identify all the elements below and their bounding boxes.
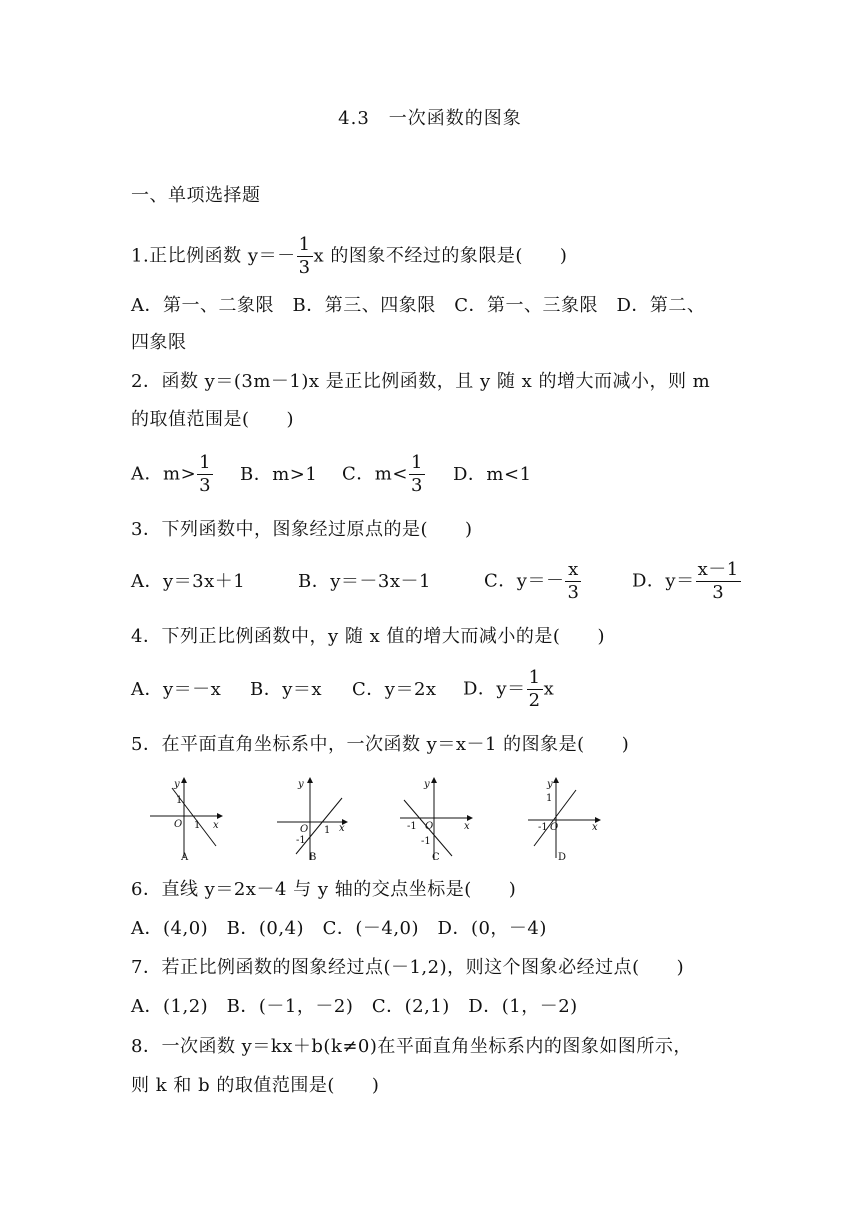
q1-fraction-den: 3 <box>298 257 311 278</box>
q3-option-d-den: 3 <box>712 582 725 603</box>
graph-c <box>400 778 472 860</box>
q2-option-c <box>342 452 426 497</box>
graph-a-letter: A <box>181 852 189 863</box>
graph-a-tick-x: 1 <box>194 820 201 831</box>
graph-a <box>150 778 222 858</box>
q3-stem: 3．下列函数中，图象经过原点的是( ) <box>131 519 473 540</box>
graph-b-origin: O <box>300 824 309 835</box>
q4-option-d-num: 1 <box>528 667 541 688</box>
q2-option-a-fraction <box>197 452 213 497</box>
graph-b-y-label: y <box>298 779 304 790</box>
graph-a-origin: O <box>174 819 183 830</box>
q3-option-c <box>484 559 582 604</box>
q6-stem: 6．直线 y＝2x－4 与 y 轴的交点坐标是( ) <box>131 879 517 900</box>
graph-b <box>277 778 347 860</box>
q2-option-a-den: 3 <box>199 475 212 496</box>
graph-d-line <box>534 790 576 846</box>
q3-option-c-label: C．y＝－ <box>484 570 565 592</box>
q4-option-d <box>463 667 554 712</box>
q7-stem: 7．若正比例函数的图象经过点(－1,2)，则这个图象必经过点( ) <box>131 957 685 978</box>
q2-option-a-num: 1 <box>199 452 212 473</box>
section-heading: 一、单项选择题 <box>131 185 261 206</box>
q5-stem: 5．在平面直角坐标系中，一次函数 y＝x－1 的图象是( ) <box>131 734 630 755</box>
q1-stem-post: x 的图象不经过的象限是( ) <box>313 245 568 267</box>
graph-b-tick-x: 1 <box>324 825 331 836</box>
q3-option-d-label: D．y＝ <box>632 570 695 592</box>
graph-d-origin: O <box>550 822 559 833</box>
graph-c-origin: O <box>425 821 434 832</box>
graph-d-tick-y: 1 <box>546 793 553 804</box>
q2-option-c-label: C．m< <box>342 463 408 485</box>
q4-option-d-tail: x <box>543 678 555 700</box>
graph-a-tick-y: 1 <box>176 795 183 806</box>
graph-b-tick-y: -1 <box>296 835 306 846</box>
graph-a-y-label: y <box>174 779 180 790</box>
graph-d-y-label: y <box>547 779 553 790</box>
q8-stem-line1: 8．一次函数 y＝kx＋b(k≠0)在平面直角坐标系内的图象如图所示， <box>131 1036 692 1057</box>
q2-option-c-den: 3 <box>410 475 423 496</box>
q3-option-c-fraction <box>565 559 581 604</box>
page-title: 4.3 一次函数的图象 <box>338 108 522 129</box>
graph-c-y-label: y <box>424 779 430 790</box>
q4-option-d-label: D．y＝ <box>463 678 526 700</box>
q2-option-d: D．m<1 <box>453 464 532 485</box>
graph-d-x-label: x <box>592 822 598 833</box>
graph-b-letter: B <box>309 852 317 863</box>
q2-option-b: B．m>1 <box>240 464 318 485</box>
graph-a-x-label: x <box>213 820 219 831</box>
q2-option-a <box>131 452 214 497</box>
q4-option-c: C．y＝2x <box>352 679 437 700</box>
q4-option-b: B．y＝x <box>250 679 323 700</box>
q4-stem: 4．下列正比例函数中，y 随 x 值的增大而减小的是( ) <box>131 626 605 647</box>
q1-stem-pre: 1.正比例函数 y＝－ <box>131 245 296 267</box>
q3-option-b: B．y＝－3x－1 <box>298 571 431 592</box>
graph-c-letter: C <box>432 852 440 863</box>
graph-c-x-label: x <box>464 821 470 832</box>
graph-d-letter: D <box>558 852 567 863</box>
question-1 <box>131 234 567 279</box>
q4-option-d-den: 2 <box>528 690 541 711</box>
q2-option-c-num: 1 <box>410 452 423 473</box>
q6-options: A．(4,0) B．(0,4) C．(－4,0) D．(0，－4) <box>131 918 547 939</box>
q1-fraction <box>297 234 313 279</box>
q3-option-d <box>632 559 742 604</box>
q4-option-a: A．y＝－x <box>131 679 222 700</box>
q2-stem-line1: 2．函数 y＝(3m－1)x 是正比例函数，且 y 随 x 的增大而减小，则 m <box>131 371 711 392</box>
q2-stem-line2: 的取值范围是( ) <box>131 409 295 430</box>
graph-c-tick-y: -1 <box>421 836 431 847</box>
q3-option-c-num: x <box>565 559 581 582</box>
q3-option-a: A．y＝3x＋1 <box>131 571 246 592</box>
q2-option-a-label: A．m> <box>131 463 197 485</box>
graph-d-tick-x: -1 <box>538 822 548 833</box>
q7-options: A．(1,2) B．(－1，－2) C．(2,1) D．(1，－2) <box>131 996 578 1017</box>
q2-option-c-fraction <box>409 452 425 497</box>
q1-options-line2: 四象限 <box>131 332 187 353</box>
q5-graphs <box>0 770 860 870</box>
q3-option-d-fraction <box>696 559 741 604</box>
graph-b-x-label: x <box>339 823 345 834</box>
q1-fraction-num: 1 <box>298 234 311 255</box>
q1-options-line1: A．第一、二象限 B．第三、四象限 C．第一、三象限 D．第二、 <box>131 295 706 316</box>
q4-option-d-fraction <box>527 667 543 712</box>
q8-stem-line2: 则 k 和 b 的取值范围是( ) <box>131 1075 380 1096</box>
graph-c-tick-x: -1 <box>407 821 417 832</box>
graph-d <box>528 778 600 858</box>
q3-option-d-num: x－1 <box>697 559 739 580</box>
q3-option-c-den: 3 <box>567 582 580 603</box>
